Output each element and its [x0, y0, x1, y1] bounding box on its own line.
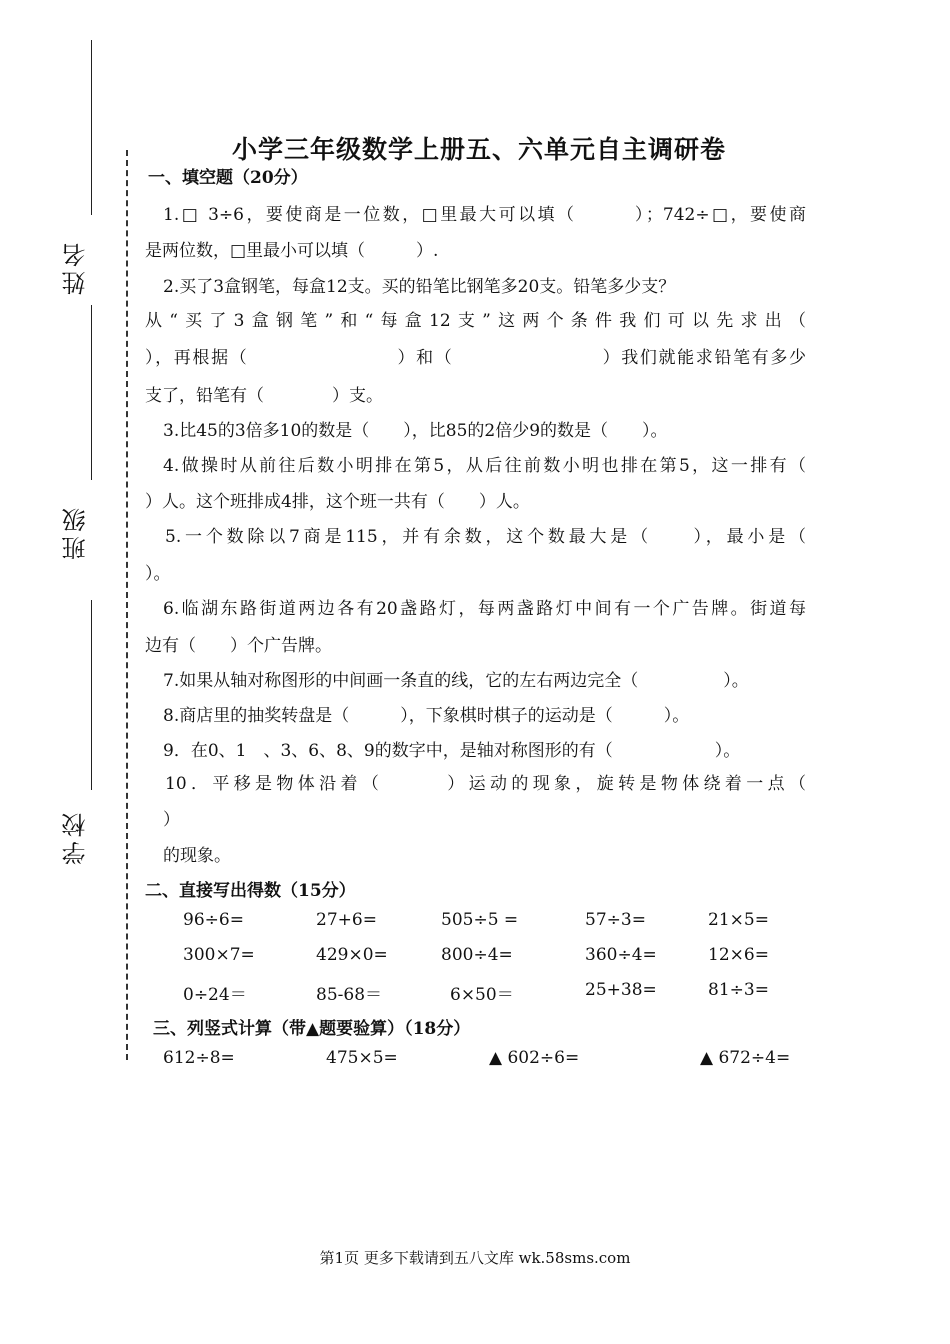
calc-r1-c4: 57÷3=	[585, 910, 646, 930]
calc-r3-c5: 81÷3=	[708, 980, 769, 1000]
q2-line2: 从“买了3盒钢笔”和“每盒12支”这两个条件我们可以先求出（	[145, 311, 806, 331]
q1-line1: 1.□ 3÷6，要使商是一位数，□里最大可以填（ ）；742÷□，要使商	[163, 205, 806, 225]
section1-heading: 一、填空题（20分）	[148, 168, 308, 188]
q2-line3: ），再根据（ ）和（ ）我们就能求铅笔有多少	[145, 348, 806, 368]
class-line	[91, 305, 92, 480]
page-footer: 第1页 更多下载请到五八文库 wk.58sms.com	[319, 1249, 631, 1267]
page-title: 小学三年级数学上册五、六单元自主调研卷	[232, 135, 727, 164]
calc-r3-c1: 0÷24＝	[183, 985, 247, 1005]
name-label: 姓名	[62, 239, 90, 295]
q2-line4: 支了，铅笔有（ ）支。	[145, 386, 383, 406]
q10-line3: 的现象。	[163, 846, 231, 866]
name-line	[91, 40, 92, 215]
vertical-calc-3: ▲ 602÷6=	[489, 1048, 580, 1068]
q5-line1: 5.一个数除以7商是115，并有余数，这个数最大是（ ），最小是（	[165, 527, 806, 547]
calc-r1-c5: 21×5=	[708, 910, 769, 930]
q6-line2: 边有（ ）个广告牌。	[145, 636, 332, 656]
q10-line2: ）	[163, 810, 180, 830]
q10-line1: 10．平移是物体沿着（ ）运动的现象，旋转是物体绕着一点（	[165, 774, 806, 794]
school-label: 学校	[62, 809, 90, 865]
vertical-calc-1: 612÷8=	[163, 1048, 235, 1068]
vertical-calc-2: 475×5=	[326, 1048, 398, 1068]
q4-line2: ）人。这个班排成4排，这个班一共有（ ）人。	[145, 492, 530, 512]
section3-heading: 三、列竖式计算（带▲题要验算）（18分）	[153, 1019, 471, 1039]
school-line	[91, 600, 92, 790]
q7-line1: 7.如果从轴对称图形的中间画一条直的线，它的左右两边完全（ ）。	[163, 671, 749, 691]
q9-line1: 9．在0、1 、3、6、8、9的数字中，是轴对称图形的有（ ）。	[163, 741, 741, 761]
q2-line1: 2.买了3盒钢笔，每盒12支。买的铅笔比钢笔多20支。铅笔多少支？	[163, 277, 676, 297]
calc-r3-c4: 25+38=	[585, 980, 657, 1000]
calc-r2-c1: 300×7=	[183, 945, 255, 965]
section2-heading: 二、直接写出得数（15分）	[145, 881, 356, 901]
q4-line1: 4.做操时从前往后数小明排在第5，从后往前数小明也排在第5，这一排有（	[163, 456, 806, 476]
calc-r2-c5: 12×6=	[708, 945, 769, 965]
vertical-calc-4: ▲ 672÷4=	[700, 1048, 791, 1068]
calc-r2-c2: 429×0=	[316, 945, 388, 965]
q1-line2: 是两位数，□里最小可以填（ ）.	[145, 241, 439, 261]
q5-line2: ）。	[145, 564, 171, 584]
calc-r3-c3: 6×50＝	[450, 985, 514, 1005]
class-label: 班级	[62, 504, 90, 560]
calc-r2-c4: 360÷4=	[585, 945, 657, 965]
q8-line1: 8.商店里的抽奖转盘是（ ），下象棋时棋子的运动是（ ）。	[163, 706, 690, 726]
calc-r3-c2: 85-68＝	[316, 985, 383, 1005]
calc-r1-c3: 505÷5 =	[441, 910, 519, 930]
calc-r2-c3: 800÷4=	[441, 945, 513, 965]
q6-line1: 6.临湖东路街道两边各有20盏路灯，每两盏路灯中间有一个广告牌。街道每	[163, 599, 806, 619]
calc-r1-c2: 27+6=	[316, 910, 377, 930]
binding-dashed-line	[126, 150, 128, 1060]
q3-line1: 3.比45的3倍多10的数是（ ），比85的2倍少9的数是（ ）。	[163, 421, 668, 441]
calc-r1-c1: 96÷6=	[183, 910, 244, 930]
